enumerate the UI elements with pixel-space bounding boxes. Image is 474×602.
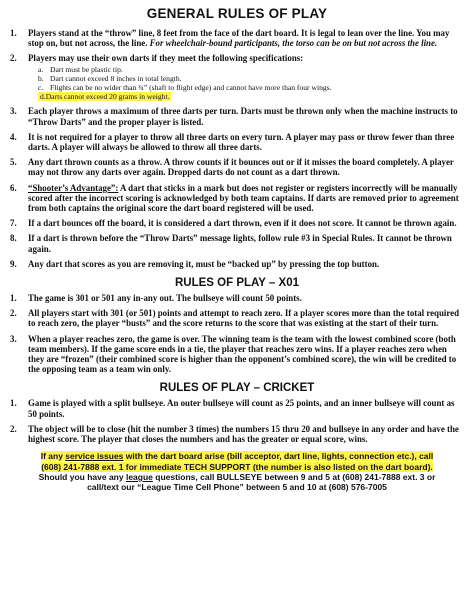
cricket-rule-1 [10,398,464,418]
league-label: league [125,471,153,482]
general-rule-9 [10,259,464,269]
general-rule-3 [10,106,464,126]
shooters-advantage-label: “Shooter’s Advantage”: [28,182,119,193]
footer-line-2 [10,462,464,472]
rule-number: 4. [10,131,17,142]
rule-text: If a dart bounces off the board, it is considered a dart thrown, even if it does not score. It cannot be thrown again. [28,218,457,229]
general-rule-5 [10,157,464,177]
service-issues-label: service issues [65,451,124,462]
dart-spec-item [38,74,464,83]
rule-number: 2. [10,423,17,434]
spec-letter: a. [38,64,44,74]
rule-text: Each player throws a maximum of three darts per turn. Darts must be thrown only when the machine instructs to “Throw Darts” and the proper player is listed. [28,106,458,127]
dart-spec-item-highlighted [38,92,464,101]
footer-line-1 [10,451,464,461]
cricket-section-title: RULES OF PLAY – CRICKET [159,382,315,395]
rule-text: If a dart is thrown before the “Throw Darts” message lights, follow rule #3 in Special Rules. It cannot be thrown again. [28,233,452,254]
rule-number: 3. [10,333,17,344]
spec-text: Flights can be no wider than ¾” (shaft to flight edge) and cannot have more than four wings. [50,83,332,93]
general-rule-6 [10,183,464,214]
general-rule-1 [10,28,464,48]
rule-number: 7. [10,218,17,229]
rule-text-main: A dart that sticks in a mark but does not register or registers incorrectly will be manually scored after the incorrect scoring is acknowledged by both team captains. If darts are removed prior to agreement from both captains the original score the dart board registered will be used. [28,182,459,214]
highlight-mark [41,451,434,461]
x01-rule-2 [10,308,464,328]
rule-number: 5. [10,157,17,168]
rule-text: Any dart that scores as you are removing it, must be “backed up” by pressing the top button. [28,258,380,269]
rule-text: The game is 301 or 501 any in-any out. The bullseye will count 50 points. [28,293,302,304]
rule-number: 8. [10,233,17,244]
highlight-mark: (608) 241-7888 ext. 1 for immediate TECH SUPPORT (the number is also listed on the dart board). [41,461,433,472]
spec-text: Dart must be plastic tip. [50,64,123,74]
rule-text: Game is played with a split bullseye. An outer bullseye will count as 25 points, and an inner bullseye will count as 50 points. [28,398,455,419]
spec-text: Darts cannot exceed 20 grams in weight. [45,92,170,102]
footer-text: with the dart board arise (bill acceptor, dart line, lights, connection etc.), call [123,451,434,462]
page-title: GENERAL RULES OF PLAY [146,6,328,21]
dart-spec-list [38,65,464,102]
rule-text [28,53,464,101]
cricket-rule-2 [10,424,464,444]
dart-spec-item [38,65,464,74]
general-rule-2 [10,53,464,101]
rule-text-main: Players may use their own darts if they meet the following specifications: [28,53,304,64]
rule-text: Any dart thrown counts as a throw. A throw counts if it bounces out or if it misses the board completely. A player may not throw any darts over again. Dropped darts do not count as a dart thrown. [28,157,454,178]
footer-line-3 [10,472,464,482]
rule-text: It is not required for a player to throw all three darts on every turn. A player may pass or throw fewer than three darts. A player will always be allowed to throw all three darts. [28,131,455,153]
spec-letter: c. [38,83,44,93]
rule-number: 3. [10,106,17,117]
rule-number: 6. [10,182,17,193]
dart-spec-item [38,83,464,92]
rule-number: 9. [10,258,17,269]
general-rule-8 [10,233,464,253]
rule-number: 1. [10,398,17,409]
rule-text: All players start with 301 (or 501) points and attempt to reach zero. If a player scores more than the total required to reach zero, the player “busts” and the score returns to the score that was existing at the start of their turn. [28,308,460,329]
footer-text: Should you have any [38,471,126,482]
rule-text: The object will be to close (hit the number 3 times) the numbers 15 thru 20 and bullseye in any order and have the highest score. The player that closes the numbers and has the greater or equal score, wins. [28,423,459,445]
rule-number: 2. [10,53,17,64]
footer-line-4: call/text our “League Time Cell Phone” between 5 and 10 at (608) 576-7005 [87,482,387,493]
rule-number: 1. [10,293,17,304]
rule-number: 2. [10,308,17,319]
x01-rule-1 [10,293,464,303]
rule-number: 1. [10,28,17,38]
spec-letter: b. [38,73,44,83]
x01-rule-3 [10,334,464,375]
x01-section-title: RULES OF PLAY – X01 [175,277,299,290]
rule-text [28,28,464,48]
footer-text: If any [40,451,66,462]
spec-text: Dart cannot exceed 8 inches in total length. [50,73,182,83]
rule-text-italic: For wheelchair-bound participants, the torso can be on but not across the line. [149,38,438,49]
footer-text: questions, call BULLSEYE between 9 and 5 at (608) 241-7888 ext. 3 or [152,471,436,482]
general-rule-7 [10,218,464,228]
rule-text [28,183,464,214]
highlight-mark [38,92,171,101]
spec-letter: d. [40,92,46,102]
rule-text: When a player reaches zero, the game is over. The winning team is the team with the lowest combined score (both team members). If the game score ends in a tie, the player that reaches zero wins. If a player reaches zero when they are “frozen” (their combined score is higher than the opponent’s combined score), the win will be credited to the opposing team as a team win only. [28,333,457,375]
rule-text-main: Players stand at the “throw” line, 8 feet from the face of the dart board. It is legal to lean over the line. You may stop on, but not across, the line. [28,28,450,49]
contact-footer [10,451,464,492]
general-rule-4 [10,132,464,152]
